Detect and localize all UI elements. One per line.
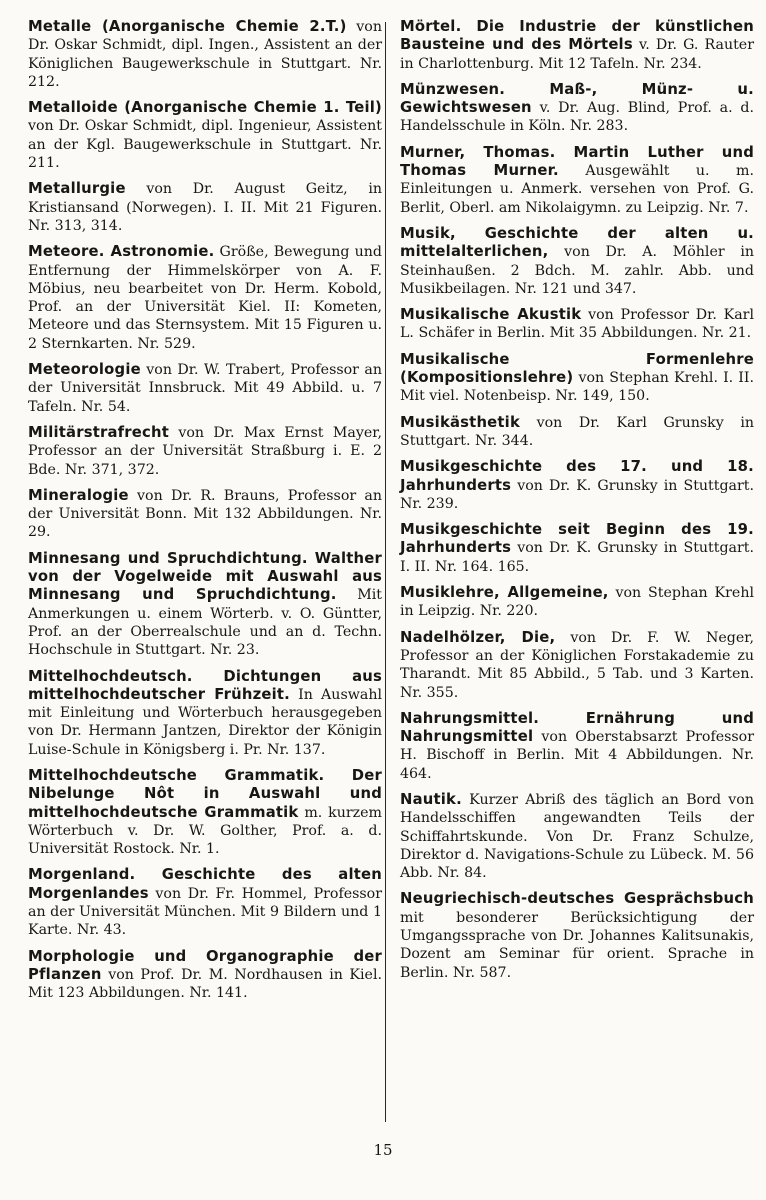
catalog-entry [28,424,382,479]
entry-text: von Stephan Krehl. I. II. Mit viel. Notenbeisp. Nr. 149, 150. [400,370,754,405]
catalog-entry [400,890,754,981]
entry-text: von Dr. Oskar Schmidt, dipl. Ingenieur, Assistent an der Kgl. Baugewerkschule in Stuttgart. Nr. 211. [28,118,382,172]
entry-text: Kurzer Abriß des täglich an Bord von Handelsschiffen angewandten Teils der Schiffahrtskunde. Von Dr. Franz Schulze, Direktor d. Navigations-Schule zu Lübeck. M. 56 Abb. Nr. 84. [400,791,754,882]
entry-heading: Neugriechisch-deutsches Gesprächsbuch [400,890,754,908]
entry-text: von Dr. F. W. Neger, Professor an der Königlichen Forstakademie zu Tharandt. Mit 85 Abbild., 5 Tab. und 3 Karten. Nr. 355. [400,629,754,701]
catalog-entry [400,791,754,882]
entry-text: In Auswahl mit Einleitung und Wörterbuch herausgegeben von Dr. Hermann Jantzen, Direktor der Königin Luise-Schule in Königsberg i. Pr. Nr. 137. [28,686,382,758]
entry-text: von Dr. W. Trabert, Professor an der Universität Innsbruck. Mit 49 Abbild. u. 7 Tafeln. Nr. 54. [28,362,382,415]
entry-heading: Mineralogie [28,486,129,504]
catalog-entry [400,629,754,702]
catalog-entry [400,144,754,217]
entry-text: von Dr. K. Grunsky in Stuttgart. Nr. 239. [400,477,754,512]
entry-text: von Dr. Fr. Hommel, Professor an der Universität München. Mit 9 Bildern und 1 Karte. Nr. 43. [28,885,382,939]
entry-heading: Murner, Thomas. Martin Luther und Thomas Murner. [400,143,754,180]
page-number: 15 [373,1141,393,1159]
entry-heading: Musikalische Akustik [400,306,582,324]
catalog-entry [400,81,754,136]
entry-heading: Musikgeschichte seit Beginn des 19. Jahrhunderts [400,521,754,557]
entry-heading: Musikalische Formenlehre (Kompositionslehre) [400,350,754,387]
entry-text: von Dr. Max Ernst Mayer, Professor an der Universität Straßburg i. E. 2 Bde. Nr. 371, 372. [28,424,382,478]
entry-text: v. Dr. G. Rauter in Charlottenburg. Mit 12 Tafeln. Nr. 234. [400,37,754,72]
entry-text: von Dr. Oskar Schmidt, dipl. Ingen., Assistent an der Königlichen Baugewerkschule in Stuttgart. Nr. 212. [28,19,382,90]
entry-heading: Mittelhochdeutsche Grammatik. Der Nibelunge Nôt in Auswahl und mittelhochdeutsche Grammatik [28,766,382,821]
entry-heading: Morphologie und Organographie der Pflanzen [28,947,382,983]
entry-heading: Minnesang und Spruchdichtung. Walther von der Vogelweide mit Auswahl aus Minnesang und Spruchdichtung. [28,549,382,604]
entry-text: von Prof. Dr. M. Nordhausen in Kiel. Mit 123 Abbildungen. Nr. 141. [28,966,382,1002]
entry-text: v. Dr. Aug. Blind, Prof. a. d. Handelsschule in Köln. Nr. 283. [400,100,754,135]
catalog-entry [400,18,754,73]
entry-heading: Metalle (Anorganische Chemie 2.T.) [28,18,347,35]
catalog-entry [400,458,754,513]
entry-text: Mit Anmerkungen u. einem Wörterb. v. O. Güntter, Prof. an der Oberrealschule und an d. Techn. Hochschule in Stuttgart. Nr. 23. [28,587,382,659]
entry-heading: Musikgeschichte des 17. und 18. Jahrhunderts [400,458,754,494]
entry-text: von Stephan Krehl in Leipzig. Nr. 220. [400,585,754,620]
entry-heading: Musiklehre, Allgemeine, [400,584,609,602]
entry-text: von Dr. A. Möhler in Steinhaußen. 2 Bdch. M. zahlr. Abb. und Musikbeilagen. Nr. 121 und 347. [400,244,754,297]
catalog-entry [28,487,382,542]
catalog-entry [400,521,754,576]
catalog-entry [400,710,754,783]
entry-heading: Metalloide (Anorganische Chemie 1. Teil) [28,99,382,117]
entry-text: mit besonderer Berücksichtigung der Umgangssprache von Dr. Johannes Kalitsunakis, Dozent am Seminar für orient. Sprache in Berlin. Nr. 587. [400,909,754,981]
entry-heading: Münzwesen. Maß-, Münz- u. Gewichtswesen [400,80,754,117]
catalog-entry [28,550,382,660]
entry-text: Ausgewählt u. m. Einleitungen u. Anmerk. versehen von Prof. G. Berlit, Oberl. am Nikolaigymn. zu Leipzig. Nr. 7. [400,163,755,216]
entry-heading: Meteorologie [28,361,141,379]
catalog-entry [400,414,754,451]
entry-heading: Militärstrafrecht [28,423,170,441]
entry-text: von Dr. K. Grunsky in Stuttgart. I. II. Nr. 164. 165. [400,540,754,575]
entry-text: von Dr. Karl Grunsky in Stuttgart. Nr. 344. [400,414,754,449]
entry-heading: Musik, Geschichte der alten u. mittelalterlichen, [400,224,754,261]
entry-heading: Morgenland. Geschichte des alten Morgenlandes [28,866,382,902]
catalog-entry [28,866,382,939]
entry-text: von Oberstabsarzt Professor H. Bischoff in Berlin. Mit 4 Abbildungen. Nr. 464. [400,729,754,782]
catalog-entry [400,306,754,343]
right-column [400,18,754,990]
entry-heading: Nautik. [400,790,462,808]
entry-heading: Nadelhölzer, Die, [400,628,556,646]
entry-heading: Nahrungsmittel. Ernährung und Nahrungsmittel [400,709,754,746]
catalog-entry [28,99,382,172]
catalog-entry [28,180,382,235]
catalog-entry [28,948,382,1003]
entry-text: m. kurzem Wörterbuch v. Dr. W. Golther, Prof. a. d. Universität Rostock. Nr. 1. [28,804,382,858]
catalog-entry [28,243,382,353]
catalog-entry [28,668,382,759]
column-divider [385,22,386,1122]
catalog-entry [400,225,754,298]
entry-heading: Musikästhetik [400,413,520,431]
catalog-entry [400,351,754,406]
catalog-entry [28,767,382,858]
catalog-entry [28,361,382,416]
catalog-entry [28,18,382,91]
entry-text: Größe, Bewegung und Entfernung der Himmelskörper von A. F. Möbius, neu bearbeitet von Dr. Herm. Kobold, Prof. an der Universität Kiel. II: Kometen, Meteore und das Sternsystem. Mit 15 Figuren u. 2 Sternkarten. Nr. 529. [28,244,382,352]
entry-heading: Metallurgie [28,180,126,198]
entry-heading: Meteore. Astronomie. [28,243,215,261]
entry-text: von Dr. August Geitz, in Kristiansand (Norwegen). I. II. Mit 21 Figuren. Nr. 313, 314. [28,181,382,234]
catalog-entry [400,584,754,621]
entry-heading: Mittelhochdeutsch. Dichtungen aus mittelhochdeutscher Frühzeit. [28,667,382,703]
entry-heading: Mörtel. Die Industrie der künstlichen Bausteine und des Mörtels [400,18,754,54]
entry-text: von Dr. R. Brauns, Professor an der Universität Bonn. Mit 132 Abbildungen. Nr. 29. [28,487,382,541]
entry-text: von Professor Dr. Karl L. Schäfer in Berlin. Mit 35 Abbildungen. Nr. 21. [400,307,754,342]
left-column [28,18,382,1011]
